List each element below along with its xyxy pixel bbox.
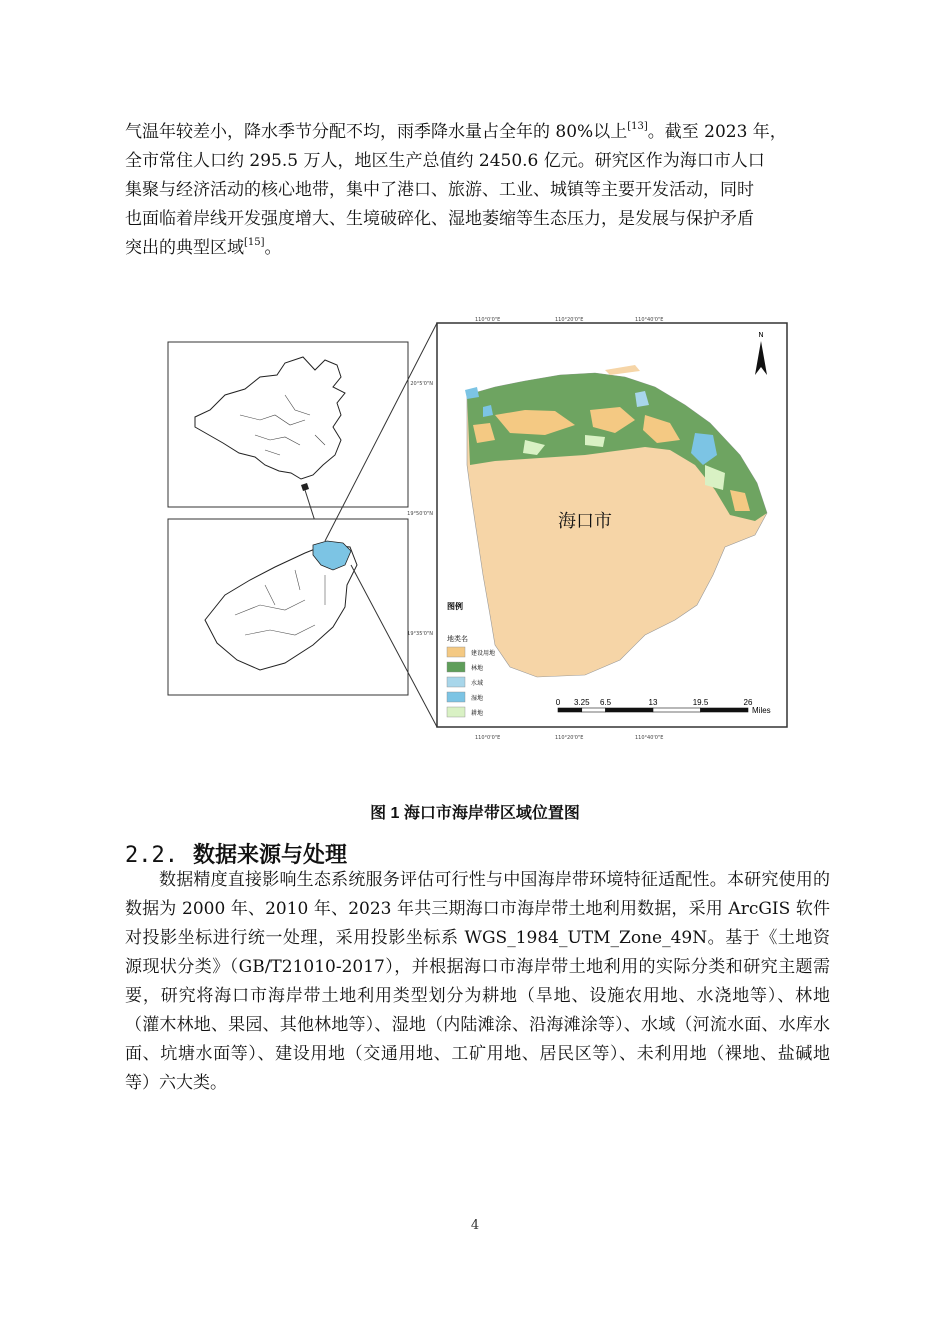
section-heading (125, 838, 347, 869)
legend-label-3: 湿地 (471, 695, 484, 702)
section-title: 数据来源与处理 (193, 843, 348, 868)
coord-top-3: 110°40'0"E (635, 317, 664, 323)
legend-label-4: 耕地 (471, 710, 484, 717)
figure-caption: 图 1 海口市海岸带区域位置图 (370, 805, 580, 822)
citation-15: [15] (244, 237, 265, 248)
scale-segment-3 (653, 708, 701, 712)
coord-left-1: 20°5'0"N (410, 381, 433, 387)
legend-subtitle: 地类名 (447, 635, 468, 643)
haikou-label: 海口市 (558, 511, 612, 532)
legend-label-0: 建设用地 (471, 650, 496, 657)
scale-tick-3: 13 (648, 698, 658, 707)
paragraph-data-sources: 数据精度直接影响生态系统服务评估可行性与中国海岸带环境特征适配性。本研究使用的数据为 2000 年、2010 年、2023 年共三期海口市海岸带土地利用数据，采用 ArcGIS 软件对投影坐标进行统一处理，采用投影坐标系 WGS_1984_UTM_Zone_49N。基于《土地资源现状分类》（GB/T21010-2017），并根据海口市海岸带土地利用的实际分类和研究主题需要，研究将海口市海岸带土地利用类型划分为耕地（旱地、设施农用地、水浇地等）、林地（灌木林地、果园、其他林地等）、湿地（内陆滩涂、沿海滩涂等）、水域（河流水面、水库水面、坑塘水面等）、建设用地（交通用地、工矿用地、居民区等）、未利用地（裸地、盐碱地等）六大类。 (125, 870, 830, 1093)
legend-swatch-3 (447, 692, 465, 702)
coord-bottom-1: 110°0'0"E (475, 735, 501, 741)
location-map-figure (165, 315, 805, 745)
legend-title: 图例 (447, 602, 463, 611)
legend-swatch-0 (447, 647, 465, 657)
scale-tick-0: 0 (555, 698, 561, 707)
legend-label-2: 水域 (471, 680, 484, 687)
scale-segment-1 (582, 708, 606, 712)
north-label: N (758, 331, 764, 339)
page-number: 4 (470, 1218, 480, 1233)
legend-swatch-4 (447, 707, 465, 717)
section-number: 2.2. (125, 843, 178, 868)
scale-tick-4: 19.5 (692, 698, 709, 707)
legend-swatch-1 (447, 662, 465, 672)
scale-tick-2: 6.5 (599, 698, 612, 707)
scale-segment-2 (606, 708, 654, 712)
legend-swatch-2 (447, 677, 465, 687)
coord-bottom-3: 110°40'0"E (635, 735, 664, 741)
coord-top-1: 110°0'0"E (475, 317, 501, 323)
citation-13: [13] (627, 121, 648, 132)
scale-tick-1: 3.25 (573, 698, 590, 707)
scale-segment-0 (558, 708, 582, 712)
paragraph-climate-population: 气温年较差小，降水季节分配不均，雨季降水量占全年的 80%以上[13]。截至 2023 年， 全市常住人口约 295.5 万人，地区生产总值约 2450.6 亿元。研究区作为海口市人口 集聚与经济活动的核心地带，集中了港口、旅游、工业、城镇等主要开发活动，同时 也面临着岸线开发强度增大、生境破碎化、湿地萎缩等生态压力，是发展与保护矛盾 突出的典型区域[15]。 (125, 121, 787, 258)
scale-unit: Miles (752, 706, 771, 715)
coord-left-3: 19°35'0"N (407, 631, 433, 637)
coord-left-2: 19°50'0"N (407, 511, 433, 517)
coord-top-2: 110°20'0"E (555, 317, 584, 323)
scale-segment-4 (701, 708, 749, 712)
coord-bottom-2: 110°20'0"E (555, 735, 584, 741)
scale-tick-5: 26 (743, 698, 753, 707)
legend-label-1: 林地 (471, 665, 484, 672)
